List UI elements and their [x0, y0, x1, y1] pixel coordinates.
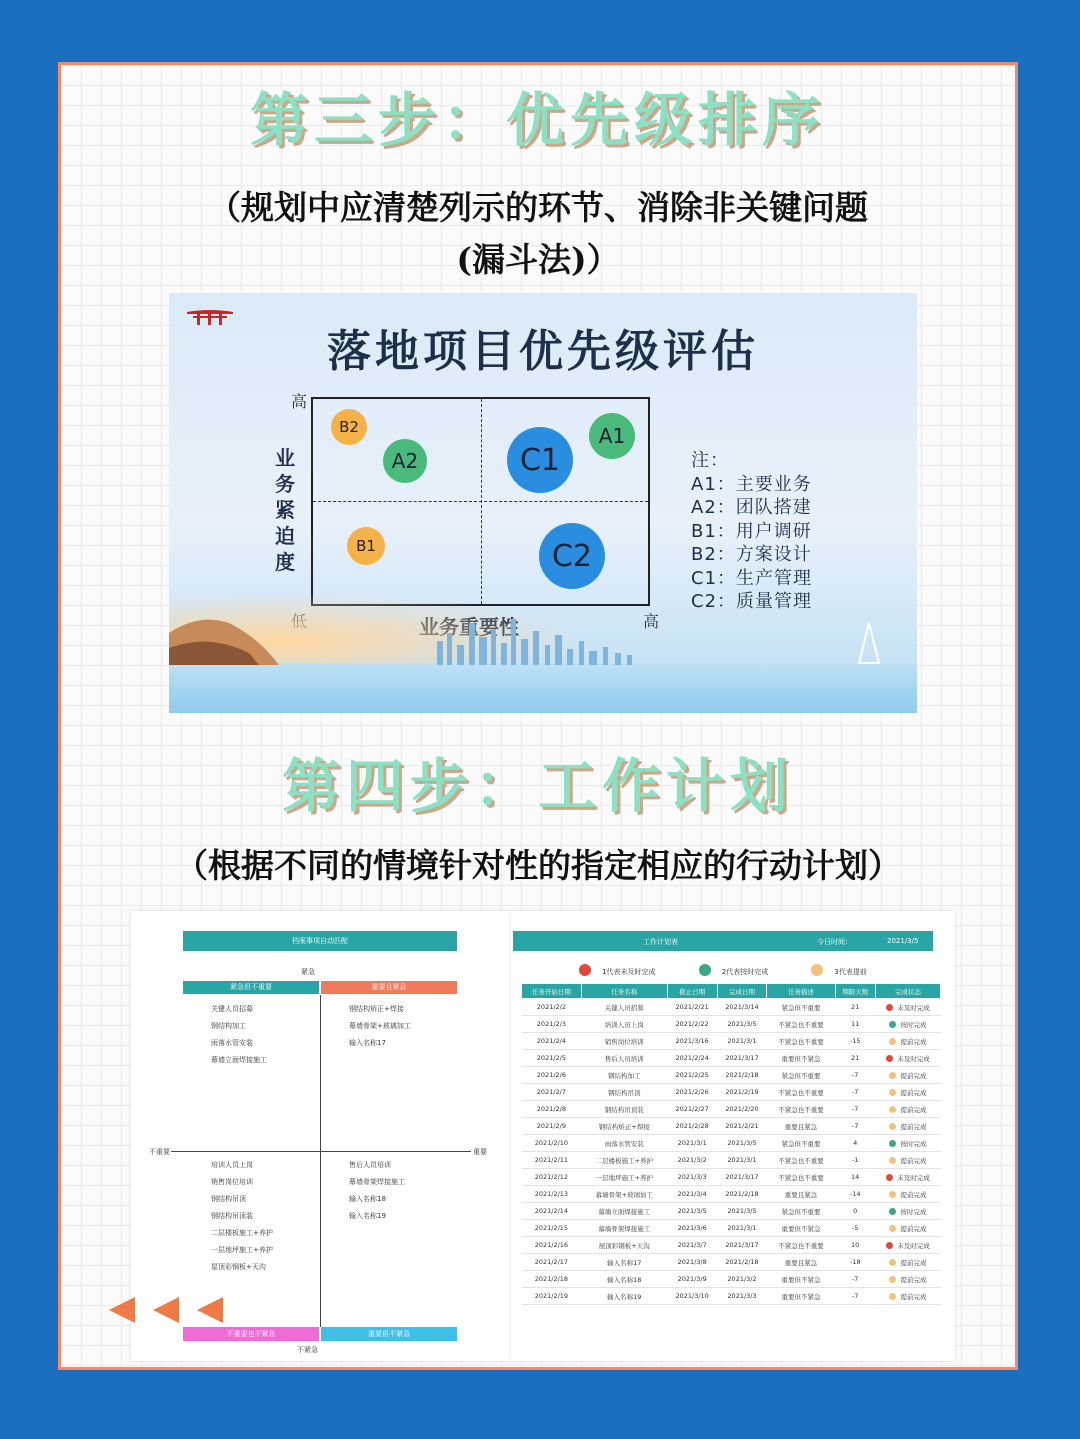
status-text: 提前完成	[900, 1088, 927, 1097]
plan-cell: 2021/2/18	[717, 1067, 767, 1084]
slide-title: 落地项目优先级评估	[327, 326, 759, 377]
legend-late: 1代表未及时完成	[602, 968, 656, 976]
step4-subtitle: （根据不同的情境针对性的指定相应的行动计划）	[175, 846, 901, 885]
y-axis-label: 业务紧迫度	[275, 446, 295, 574]
bl-item: 一层地坪施工+养护	[211, 1246, 273, 1254]
plan-header-cell: 任务名称	[581, 984, 667, 999]
status-dot-icon	[889, 1089, 896, 1096]
plan-cell: -7	[835, 1067, 875, 1084]
status-cell	[875, 1186, 940, 1203]
status-text: 未及时完成	[897, 1241, 930, 1250]
plan-cell: 2021/3/17	[717, 1050, 767, 1067]
plan-cell: 重要且紧急	[767, 1254, 835, 1271]
plan-cell: 2021/3/8	[667, 1254, 717, 1271]
status-text: 按时完成	[900, 1020, 927, 1029]
plan-cell: -15	[835, 1033, 875, 1050]
plan-cell: 钢结构吊顶	[581, 1084, 667, 1101]
plan-cell: 2021/3/3	[717, 1288, 767, 1305]
status-dot-icon	[889, 1293, 896, 1300]
plan-cell: 销售岗位培训	[581, 1033, 667, 1050]
tr-item: 钢结构矫正+焊接	[349, 1005, 404, 1013]
plan-cell: -7	[835, 1271, 875, 1288]
plan-cell: 2021/3/16	[667, 1033, 717, 1050]
plan-cell: 钢结构矫正+焊接	[581, 1118, 667, 1135]
bubble-a2: A2	[383, 439, 427, 483]
plan-cell: 2021/2/21	[667, 999, 717, 1016]
tl-item: 雨落水管安装	[211, 1039, 253, 1047]
plan-cell: 重要但不紧急	[767, 1220, 835, 1237]
status-text: 未及时完成	[897, 1054, 930, 1063]
plan-cell: 2021/3/5	[717, 1016, 767, 1033]
plan-cell: 10	[835, 1237, 875, 1254]
plan-cell: 2021/2/14	[522, 1203, 582, 1220]
table-row	[522, 999, 941, 1016]
plan-cell: 重要但不紧急	[767, 1271, 835, 1288]
plan-cell: 2021/2/3	[522, 1016, 582, 1033]
plan-cell: 不紧急也不重要	[767, 1016, 835, 1033]
table-row	[522, 1271, 941, 1288]
plan-cell: 2021/3/4	[667, 1186, 717, 1203]
table-row	[522, 1254, 941, 1271]
br-item: 幕墙骨架焊接施工	[349, 1178, 405, 1186]
plan-cell: 重要且紧急	[767, 1186, 835, 1203]
plan-cell: -1	[835, 1152, 875, 1169]
table-row	[522, 1135, 941, 1152]
note-b1: B1：用户调研	[691, 520, 812, 542]
plan-cell: 2021/2/6	[522, 1067, 582, 1084]
plan-cell: 2021/2/26	[667, 1084, 717, 1101]
plan-cell: 重要且紧急	[767, 1118, 835, 1135]
status-dot-icon	[886, 1174, 893, 1181]
plan-cell: 2021/2/8	[522, 1101, 582, 1118]
plan-cell: 2021/2/18	[717, 1186, 767, 1203]
plan-cell: 紧急但不重要	[767, 1067, 835, 1084]
table-row	[522, 1186, 941, 1203]
plan-cell: 2021/2/4	[522, 1033, 582, 1050]
status-dot-icon	[889, 1191, 896, 1198]
table-row	[522, 1067, 941, 1084]
table-row	[522, 1016, 941, 1033]
plan-header-cell: 截止日期	[667, 984, 717, 999]
note-b2: B2：方案设计	[691, 544, 812, 565]
table-row	[522, 1118, 941, 1135]
step3-subtitle-line2: (漏斗法)）	[456, 240, 620, 279]
plan-cell: -18	[835, 1254, 875, 1271]
status-text: 提前完成	[900, 1037, 927, 1046]
matrix-bottom-label: 不紧急	[297, 1346, 318, 1354]
plan-cell: 2021/3/1	[717, 1220, 767, 1237]
priority-matrix	[311, 397, 650, 606]
plan-cell: 2021/2/5	[522, 1050, 582, 1067]
plan-cell: 2021/2/20	[717, 1101, 767, 1118]
plan-cell: 2021/3/1	[667, 1135, 717, 1152]
status-cell	[875, 1084, 940, 1101]
plan-cell: 关键人员招募	[581, 999, 667, 1016]
plan-cell: 2021/2/27	[667, 1101, 717, 1118]
plan-header-cell: 任务开始日期	[522, 984, 582, 999]
plan-table	[521, 983, 941, 1305]
table-row	[522, 1050, 941, 1067]
plan-cell: -14	[835, 1186, 875, 1203]
plan-cell: 2021/3/7	[667, 1237, 717, 1254]
plan-cell: 2021/3/2	[717, 1271, 767, 1288]
plan-cell: -7	[835, 1101, 875, 1118]
plan-cell: 2021/2/19	[522, 1288, 582, 1305]
plan-today-value: 2021/3/5	[887, 937, 919, 945]
table-row	[522, 1288, 941, 1305]
status-cell	[875, 1033, 940, 1050]
status-cell	[875, 1152, 940, 1169]
status-dot-icon	[889, 1106, 896, 1113]
bubble-c1: C1	[507, 427, 573, 493]
status-dot-icon	[886, 1242, 893, 1249]
tl-item: 关键人员招募	[211, 1005, 253, 1013]
legend-early: 3代表提前	[834, 968, 867, 976]
plan-cell: 不紧急也不重要	[767, 1084, 835, 1101]
plan-cell: 2021/3/17	[717, 1237, 767, 1254]
status-cell	[875, 1203, 940, 1220]
status-text: 提前完成	[900, 1071, 927, 1080]
plan-cell: 屋顶彩钢板+天沟	[581, 1237, 667, 1254]
matrix-top-label: 紧急	[301, 968, 315, 976]
bl-item: 钢结构吊顶	[211, 1195, 246, 1203]
plan-cell: 2021/3/1	[717, 1152, 767, 1169]
status-cell	[875, 1118, 940, 1135]
status-cell	[875, 1288, 940, 1305]
plan-title: 工作计划表	[643, 938, 678, 946]
table-row	[522, 1169, 941, 1186]
status-text: 提前完成	[900, 1275, 927, 1284]
plan-cell: 2021/3/2	[667, 1152, 717, 1169]
plan-header-cell: 任务描述	[767, 984, 835, 999]
status-text: 未及时完成	[897, 1003, 930, 1012]
plan-cell: 2021/3/17	[717, 1169, 767, 1186]
status-dot-icon	[889, 1276, 896, 1283]
plan-today-label: 今日时间：	[817, 938, 852, 946]
status-cell	[875, 1016, 940, 1033]
plan-cell: 2021/2/25	[667, 1067, 717, 1084]
plan-sheet	[511, 911, 955, 1361]
plan-cell: 2021/2/24	[667, 1050, 717, 1067]
br-item: 输入名称18	[349, 1195, 386, 1203]
plan-cell: 11	[835, 1016, 875, 1033]
status-dot-icon	[889, 1072, 896, 1079]
bl-item: 屋顶彩钢板+天沟	[211, 1263, 266, 1271]
status-dot-icon	[886, 1004, 893, 1011]
plan-cell: 2021/2/11	[522, 1152, 582, 1169]
plan-cell: 二层楼板施工+养护	[581, 1152, 667, 1169]
plan-cell: 2021/3/1	[717, 1033, 767, 1050]
plan-cell: 幕墙骨架焊接施工	[581, 1220, 667, 1237]
plan-cell: 不紧急也不重要	[767, 1033, 835, 1050]
table-row	[522, 1203, 941, 1220]
status-dot-icon	[889, 1123, 896, 1130]
bl-item: 销售岗位培训	[211, 1178, 253, 1186]
br-item: 输入名称19	[349, 1212, 386, 1220]
legend-ontime: 2代表按时完成	[721, 968, 769, 976]
city-skyline-image	[169, 593, 917, 713]
bl-item: 钢结构吊顶装	[211, 1212, 253, 1220]
tl-item: 幕墙立面焊接施工	[211, 1056, 267, 1064]
status-cell	[875, 1271, 940, 1288]
plan-cell: 幕墙立面焊接施工	[581, 1203, 667, 1220]
plan-header-cell: 期限天数	[835, 984, 875, 999]
plan-cell: 不紧急也不重要	[767, 1152, 835, 1169]
plan-cell: 输入名称18	[581, 1271, 667, 1288]
matrix-left-label: 不重要	[149, 1148, 170, 1156]
status-cell	[875, 1101, 940, 1118]
plan-header-cell: 完成日期	[717, 984, 767, 999]
plan-cell: 2021/2/18	[717, 1254, 767, 1271]
status-text: 提前完成	[900, 1122, 927, 1131]
plan-header-cell: 完成状态	[875, 984, 940, 999]
plan-cell: 输入名称17	[581, 1254, 667, 1271]
plan-cell: 紧急但不重要	[767, 1203, 835, 1220]
status-dot-icon	[889, 1225, 896, 1232]
status-text: 按时完成	[900, 1139, 927, 1148]
plan-cell: 2021/3/5	[717, 1203, 767, 1220]
plan-cell: -7	[835, 1084, 875, 1101]
status-text: 按时完成	[900, 1207, 927, 1216]
plan-cell: 2021/2/12	[522, 1169, 582, 1186]
plan-cell: 2021/3/14	[717, 999, 767, 1016]
plan-cell: 2021/2/28	[667, 1118, 717, 1135]
table-row	[522, 1237, 941, 1254]
content-card	[58, 62, 1018, 1370]
plan-cell: 14	[835, 1169, 875, 1186]
plan-cell: 重要但不紧急	[767, 1288, 835, 1305]
plan-cell: 21	[835, 999, 875, 1016]
status-dot-icon	[889, 1140, 896, 1147]
status-dot-icon	[886, 1055, 893, 1062]
plan-cell: 2021/3/6	[667, 1220, 717, 1237]
tl-item: 钢结构加工	[211, 1022, 246, 1030]
table-row	[522, 1033, 941, 1050]
table-row	[522, 1101, 941, 1118]
status-cell	[875, 1254, 940, 1271]
plan-cell: 4	[835, 1135, 875, 1152]
q-top-right-header: 重要且紧急	[321, 981, 457, 994]
plan-cell: 2021/3/9	[667, 1271, 717, 1288]
plan-legend	[579, 959, 867, 978]
plan-cell: 2021/2/17	[522, 1254, 582, 1271]
note-c1: C1：生产管理	[691, 567, 813, 589]
plan-cell: 紧急但不重要	[767, 999, 835, 1016]
br-item: 售后人员培训	[349, 1161, 391, 1169]
status-dot-icon	[889, 1157, 896, 1164]
plan-cell: 2021/2/18	[522, 1271, 582, 1288]
tr-item: 输入名称17	[349, 1039, 386, 1047]
status-cell	[875, 1135, 940, 1152]
plan-cell: 钢结构吊顶装	[581, 1101, 667, 1118]
status-text: 未及时完成	[897, 1173, 930, 1182]
status-text: 提前完成	[900, 1224, 927, 1233]
note-a2: A2：团队搭建	[691, 497, 812, 518]
bubble-b1: B1	[347, 527, 385, 565]
plan-cell: -7	[835, 1288, 875, 1305]
step4-title: 第四步：工作计划	[281, 752, 794, 820]
plan-title-bar	[513, 931, 933, 951]
status-text: 提前完成	[900, 1190, 927, 1199]
status-text: 提前完成	[900, 1292, 927, 1301]
plan-cell: 幕墙骨架+玻璃加工	[581, 1186, 667, 1203]
plan-cell: 一层地坪施工+养护	[581, 1169, 667, 1186]
plan-cell: 2021/3/5	[717, 1135, 767, 1152]
status-cell	[875, 1067, 940, 1084]
status-cell	[875, 1237, 940, 1254]
plan-cell: 2021/2/16	[522, 1237, 582, 1254]
plan-cell: 2021/3/5	[667, 1203, 717, 1220]
priority-slide	[169, 293, 917, 713]
matrix-sheet-title: 档案事项自动匹配	[183, 931, 457, 951]
bl-item: 二层楼板施工+养护	[211, 1229, 273, 1237]
status-cell	[875, 1220, 940, 1237]
note-a1: A1：主要业务	[691, 473, 812, 495]
plan-cell: 2021/2/7	[522, 1084, 582, 1101]
plan-cell: 重要但不紧急	[767, 1050, 835, 1067]
plan-cell: 2021/2/9	[522, 1118, 582, 1135]
step3-title: 第三步：优先级排序	[249, 86, 826, 154]
matrix-right-label: 重要	[473, 1148, 487, 1156]
plan-cell: 2021/3/3	[667, 1169, 717, 1186]
plan-cell: 2021/2/13	[522, 1186, 582, 1203]
status-cell	[875, 1169, 940, 1186]
plan-cell: 培训人员上岗	[581, 1016, 667, 1033]
status-dot-icon	[889, 1038, 896, 1045]
plan-cell: -7	[835, 1118, 875, 1135]
status-dot-icon	[889, 1021, 896, 1028]
plan-cell: 2021/2/21	[717, 1118, 767, 1135]
plan-cell: 输入名称19	[581, 1288, 667, 1305]
plan-cell: 0	[835, 1203, 875, 1220]
table-row	[522, 1152, 941, 1169]
tr-item: 幕墙骨架+玻璃加工	[349, 1022, 411, 1030]
status-text: 提前完成	[900, 1156, 927, 1165]
plan-cell: 不紧急也不重要	[767, 1101, 835, 1118]
status-text: 提前完成	[900, 1105, 927, 1114]
legend-notes	[691, 449, 812, 614]
plan-cell: 2021/3/10	[667, 1288, 717, 1305]
arrow-left-icon	[109, 1293, 229, 1327]
plan-cell: 钢结构加工	[581, 1067, 667, 1084]
status-cell	[875, 1050, 940, 1067]
step3-subtitle-line1: （规划中应清楚列示的环节、消除非关键问题	[208, 188, 868, 227]
plan-cell: 2021/2/2	[522, 999, 582, 1016]
plan-cell: 2021/2/19	[717, 1084, 767, 1101]
plan-cell: 售后人员培训	[581, 1050, 667, 1067]
plan-cell: 2021/2/10	[522, 1135, 582, 1152]
status-text: 提前完成	[900, 1258, 927, 1267]
status-dot-icon	[889, 1259, 896, 1266]
table-row	[522, 1220, 941, 1237]
plan-cell: 不紧急也不重要	[767, 1237, 835, 1254]
plan-cell: -5	[835, 1220, 875, 1237]
plan-cell: 2021/2/15	[522, 1220, 582, 1237]
bubble-b2: B2	[331, 409, 367, 445]
status-cell	[875, 999, 940, 1016]
plan-cell: 不紧急也不重要	[767, 1169, 835, 1186]
plan-cell: 21	[835, 1050, 875, 1067]
notes-title: 注：	[691, 450, 729, 471]
q-bottom-right-header: 重要但不紧急	[321, 1327, 457, 1341]
y-axis-high: 高	[291, 392, 308, 411]
q-bottom-left-header: 不重要也不紧急	[183, 1327, 319, 1341]
bubble-c2: C2	[539, 523, 605, 589]
bl-item: 培训人员上岗	[211, 1161, 253, 1169]
plan-cell: 紧急但不重要	[767, 1135, 835, 1152]
table-row	[522, 1084, 941, 1101]
bubble-a1: A1	[589, 413, 635, 459]
plan-cell: 2021/2/22	[667, 1016, 717, 1033]
status-dot-icon	[889, 1208, 896, 1215]
q-top-left-header: 紧急但不重要	[183, 981, 319, 994]
plan-cell: 雨落水管安装	[581, 1135, 667, 1152]
